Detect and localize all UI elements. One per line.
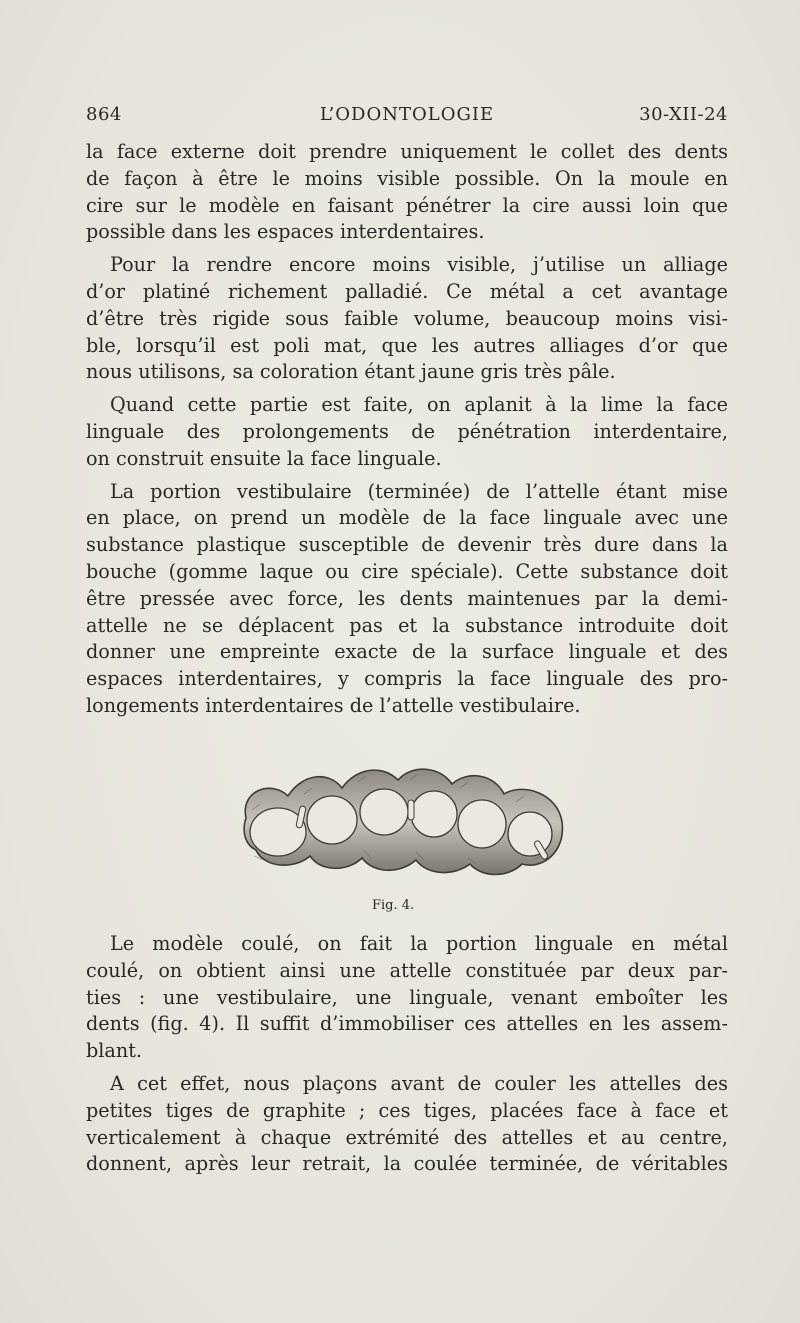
issue-date: 30-XII-24: [639, 104, 728, 125]
text-line: nous utilisons, sa coloration étant jaune gris très pâle.: [86, 360, 616, 384]
text-line: Le modèle coulé, on fait la portion linguale en métal: [110, 932, 728, 955]
running-header: [86, 104, 728, 128]
tooth-opening-1: [250, 808, 306, 856]
text-line: attelle ne se déplacent pas et la substance introduite doit: [86, 613, 728, 637]
text-line: Quand cette partie est faite, on aplanit à la lime la face: [110, 393, 728, 417]
text-line: blant.: [86, 1039, 143, 1063]
text-line: de façon à être le moins visible possible. On la moule en: [86, 166, 728, 190]
text-line: ble, lorsqu’il est poli mat, que les autres alliages d’or que: [86, 333, 728, 357]
text-line: linguale des prolongements de pénétration interdentaire,: [86, 419, 728, 443]
pin-slot-center: [408, 800, 414, 820]
text-line: Pour la rendre encore moins visible, j’utilise un alliage: [110, 253, 728, 277]
text-line: bouche (gomme laque ou cire spéciale). Cette substance doit: [86, 559, 728, 583]
text-line: d’or platiné richement palladié. Ce métal a cet avantage: [86, 279, 728, 303]
text-line: en place, on prend un modèle de la face linguale avec une: [86, 506, 728, 530]
text-line: la face externe doit prendre uniquement le collet des dents: [86, 140, 728, 163]
running-title: L’ODONTOLOGIE: [319, 104, 495, 125]
tooth-opening-5: [458, 800, 506, 848]
text-line: substance plastique susceptible de devenir très dure dans la: [86, 533, 728, 557]
page-number: 864: [86, 104, 122, 125]
body-text-bottom: [86, 931, 728, 1178]
tooth-opening-3: [360, 789, 408, 835]
text-line: La portion vestibulaire (terminée) de l’attelle étant mise: [110, 479, 728, 503]
tooth-opening-2: [307, 796, 357, 844]
tooth-opening-6: [508, 812, 552, 856]
text-line: ties : une vestibulaire, une linguale, venant emboîter les: [86, 985, 728, 1009]
text-line: petites tiges de graphite ; ces tiges, placées face à face et: [86, 1098, 728, 1122]
text-line: d’être très rigide sous faible volume, beaucoup moins visi-: [86, 306, 728, 330]
text-line: donner une empreinte exacte de la surface linguale et des: [86, 640, 728, 664]
text-line: être pressée avec force, les dents maintenues par la demi-: [86, 586, 728, 610]
text-line: A cet effet, nous plaçons avant de couler les attelles des: [110, 1071, 728, 1095]
text-line: dents (fig. 4). Il suffit d’immobiliser ces attelles en les assem-: [86, 1012, 728, 1036]
body-text-top: [86, 139, 728, 720]
text-line: donnent, après leur retrait, la coulée terminée, de véritables: [86, 1152, 728, 1176]
figure-4-splint-illustration: [232, 760, 568, 880]
text-line: espaces interdentaires, y compris la face linguale des pro-: [86, 667, 728, 691]
text-line: longements interdentaires de l’attelle vestibulaire.: [86, 693, 581, 717]
text-line: on construit ensuite la face linguale.: [86, 446, 442, 470]
text-line: cire sur le modèle en faisant pénétrer la cire aussi loin que: [86, 193, 728, 217]
tooth-opening-4: [411, 791, 457, 837]
text-line: coulé, on obtient ainsi une attelle constituée par deux par-: [86, 958, 728, 982]
figure-caption: Fig. 4.: [372, 898, 415, 913]
text-line: verticalement à chaque extrémité des attelles et au centre,: [86, 1125, 728, 1149]
text-line: possible dans les espaces interdentaires.: [86, 220, 485, 244]
